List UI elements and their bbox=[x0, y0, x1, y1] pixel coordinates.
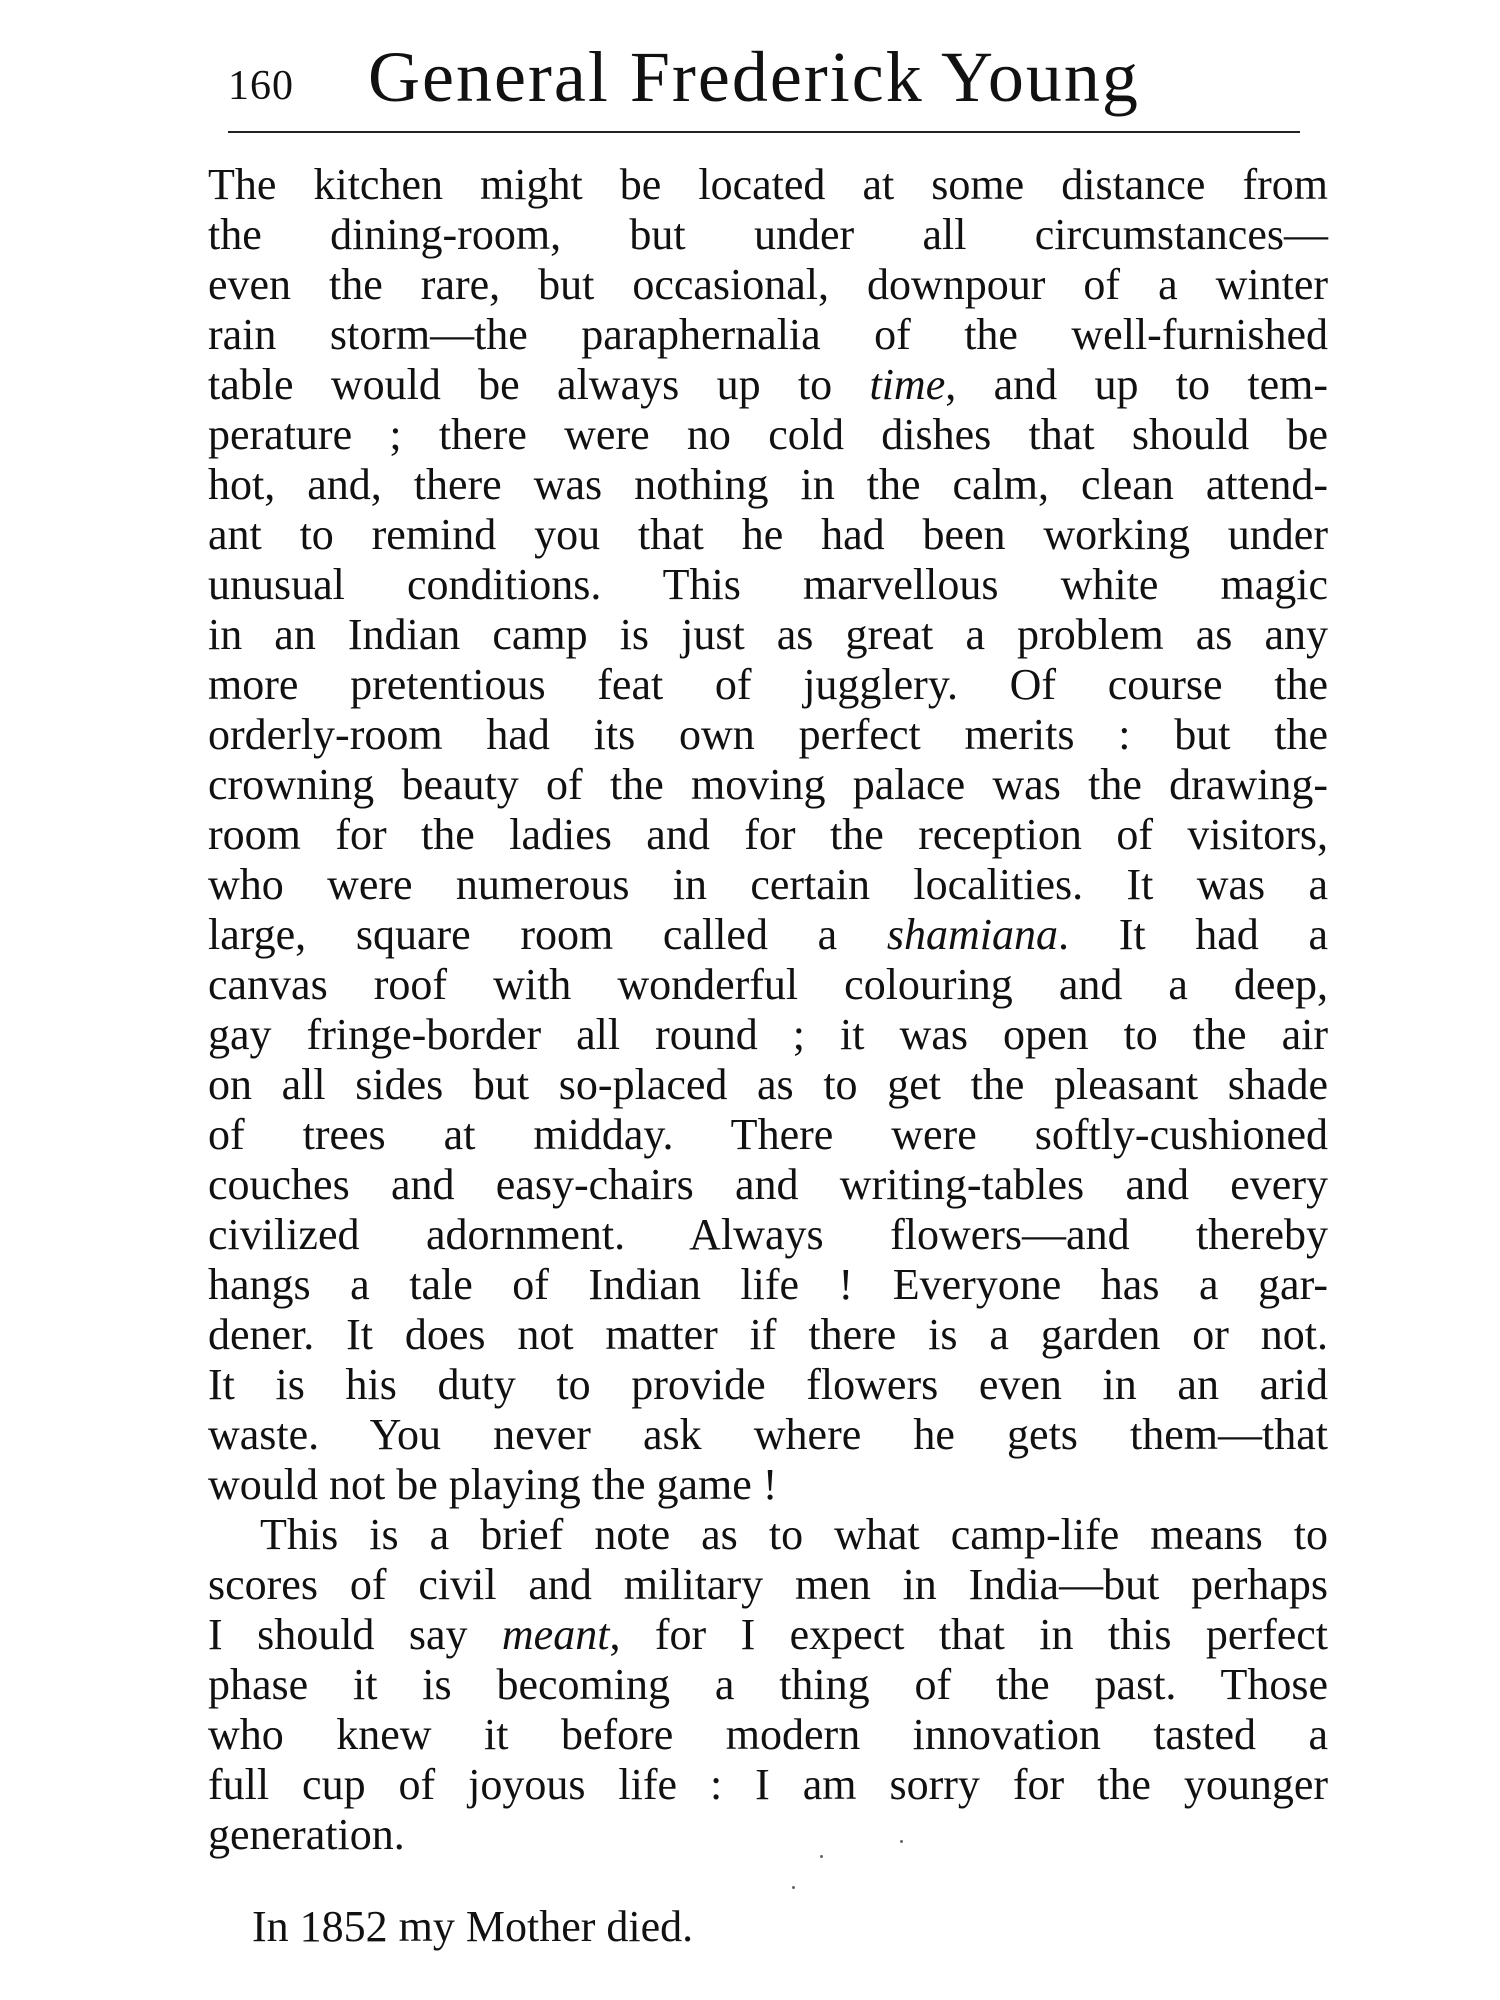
page-number: 160 bbox=[228, 63, 294, 109]
print-speck bbox=[820, 1855, 823, 1858]
paragraph-2 bbox=[208, 1510, 1328, 1860]
text-line bbox=[208, 360, 1328, 410]
text-line: waste. You never ask where he gets them—that bbox=[208, 1410, 1328, 1459]
text-line: couches and easy-chairs and writing-tables and every bbox=[208, 1160, 1328, 1209]
text-line: hot, and, there was nothing in the calm, clean attend- bbox=[208, 460, 1328, 509]
text-line: hangs a tale of Indian life ! Everyone has a gar- bbox=[208, 1260, 1328, 1309]
text-line: who knew it before modern innovation tasted a bbox=[208, 1710, 1328, 1759]
text-line: phase it is becoming a thing of the past. Those bbox=[208, 1660, 1328, 1709]
text-fragment: I should say bbox=[208, 1610, 468, 1659]
text-line: who were numerous in certain localities. It was a bbox=[208, 860, 1328, 909]
text-line: room for the ladies and for the reception of visitors, bbox=[208, 810, 1328, 859]
closing-line: In 1852 my Mother died. bbox=[252, 1902, 694, 1951]
text-line: This is a brief note as to what camp-life means to bbox=[260, 1510, 1328, 1559]
text-line: generation. bbox=[208, 1810, 405, 1859]
text-fragment: table would be always up to bbox=[208, 360, 833, 409]
italic-word: shamiana bbox=[886, 910, 1059, 959]
text-line: the dining-room, but under all circumstances— bbox=[208, 210, 1328, 259]
text-line: rain storm—the paraphernalia of the well-furnished bbox=[208, 310, 1328, 359]
header-rule bbox=[228, 131, 1300, 133]
text-line: even the rare, but occasional, downpour of a winter bbox=[208, 260, 1328, 309]
text-line: in an Indian camp is just as great a problem as any bbox=[208, 610, 1328, 659]
text-line: full cup of joyous life : I am sorry for the younger bbox=[208, 1760, 1328, 1809]
text-line bbox=[208, 910, 1328, 960]
paragraph-1 bbox=[208, 160, 1328, 1510]
text-fragment: large, square room called a bbox=[208, 910, 838, 959]
text-line: canvas roof with wonderful colouring and a deep, bbox=[208, 960, 1328, 1009]
text-line: dener. It does not matter if there is a garden or not. bbox=[208, 1310, 1328, 1359]
text-line: orderly-room had its own perfect merits : but the bbox=[208, 710, 1328, 759]
text-fragment: , for I expect that in this perfect bbox=[609, 1610, 1328, 1659]
text-line: ant to remind you that he had been working under bbox=[208, 510, 1328, 559]
text-line: would not be playing the game ! bbox=[208, 1460, 778, 1509]
text-line: gay fringe-border all round ; it was open to the air bbox=[208, 1010, 1328, 1059]
text-line: civilized adornment. Always flowers—and thereby bbox=[208, 1210, 1328, 1259]
text-line: The kitchen might be located at some distance from bbox=[208, 160, 1328, 209]
body-text bbox=[208, 160, 1328, 1860]
running-title: General Frederick Young bbox=[368, 37, 1140, 117]
text-line: of trees at midday. There were softly-cushioned bbox=[208, 1110, 1328, 1159]
text-line: unusual conditions. This marvellous white magic bbox=[208, 560, 1328, 609]
text-line: perature ; there were no cold dishes that should be bbox=[208, 410, 1328, 459]
italic-word: time bbox=[869, 360, 946, 409]
text-line: on all sides but so-placed as to get the pleasant shade bbox=[208, 1060, 1328, 1109]
print-speck bbox=[792, 1886, 795, 1889]
text-line: more pretentious feat of jugglery. Of course the bbox=[208, 660, 1328, 709]
text-line: scores of civil and military men in India—but perhaps bbox=[208, 1560, 1328, 1609]
text-line: It is his duty to provide flowers even in an arid bbox=[208, 1360, 1328, 1409]
text-fragment: , and up to tem- bbox=[945, 360, 1328, 409]
text-line: crowning beauty of the moving palace was the drawing- bbox=[208, 760, 1328, 809]
print-speck bbox=[900, 1840, 903, 1843]
text-fragment: . It had a bbox=[1058, 910, 1329, 959]
italic-word: meant bbox=[501, 1610, 610, 1659]
text-line bbox=[208, 1610, 1328, 1660]
running-head bbox=[228, 36, 1308, 126]
